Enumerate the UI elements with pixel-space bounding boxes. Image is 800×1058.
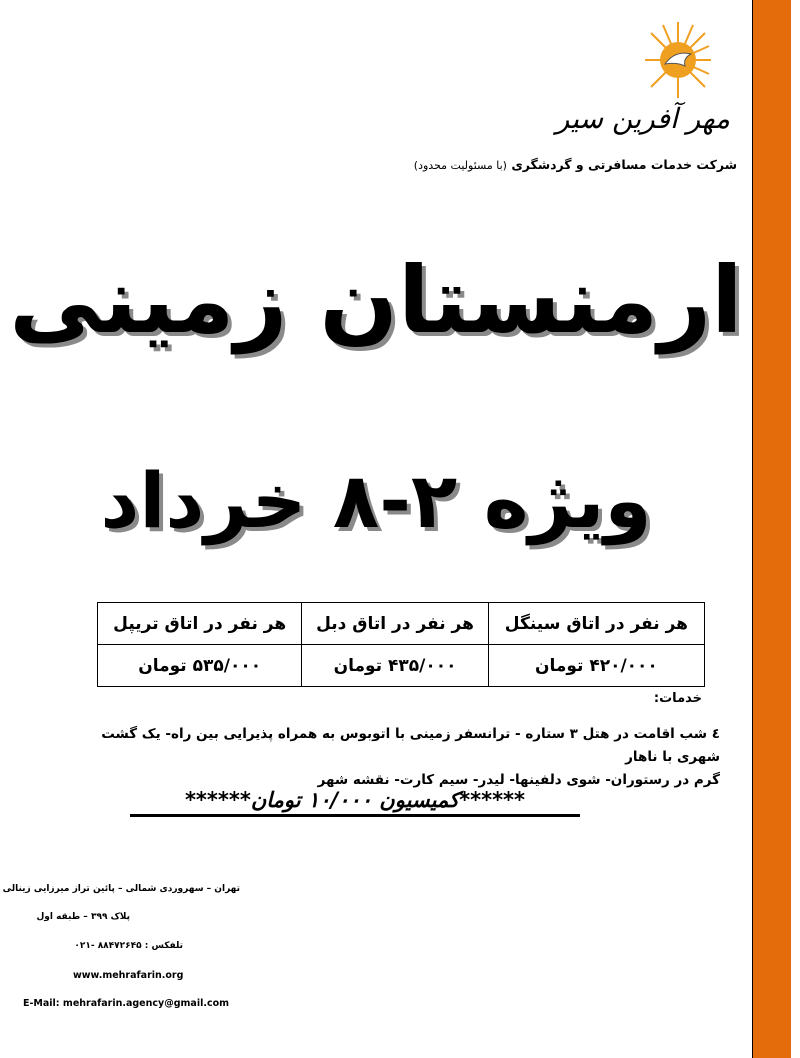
services-line-2: گرم در رستوران- شوی دلفینها- لیدر- سیم کارت- نقشه شهر [317,772,720,788]
website-link[interactable]: www.mehrafarin.org [73,970,184,981]
header-double: هر نفر در اتاق دبل [302,603,488,645]
price-double: ۴۳۵/۰۰۰ تومان [302,645,488,687]
orange-side-bar [752,0,791,1058]
services-line-1: ٤ شب اقامت در هتل ۳ ستاره - ترانسفر زمینی با اتوبوس به همراه پذیرایی بین راه- یک گشت شهری با ناهار [101,726,720,765]
telfax: تلفکس : ۸۸۴۷۲۶۴۵ -۰۲۱ [74,941,183,951]
page-title: ارمنستان زمینی [9,247,743,354]
services-text [100,723,720,792]
price-single: ۴۲۰/۰۰۰ تومان [488,645,704,687]
price-table [97,602,705,687]
table-header-row [98,603,705,645]
page-subtitle: ویژه ۲-۸ خرداد [100,456,652,545]
company-logo [548,20,748,135]
company-note: (با مسئولیت محدود) [413,159,507,172]
services-label: خدمات: [653,691,702,706]
address-line-2: پلاک ۳۹۹ – طبقه اول [36,912,130,922]
address-line-1: تهران – سهروردی شمالی – پائین تراز میرزایی زینالی [2,884,240,894]
header-single: هر نفر در اتاق سینگل [488,603,704,645]
company-name [414,157,737,172]
sun-dove-logo-icon [643,20,713,100]
commission-text: ******کمیسیون ۱۰/۰۰۰ تومان****** [130,788,580,817]
table-row [98,645,705,687]
price-triple: ۵۳۵/۰۰۰ تومان [98,645,302,687]
company-title: شرکت خدمات مسافرتی و گردشگری [511,157,737,172]
logo-text: مهر آفرین سیر [555,102,730,135]
email-link[interactable]: E-Mail: mehrafarin.agency@gmail.com [23,998,230,1009]
header-triple: هر نفر در اتاق تریپل [98,603,302,645]
